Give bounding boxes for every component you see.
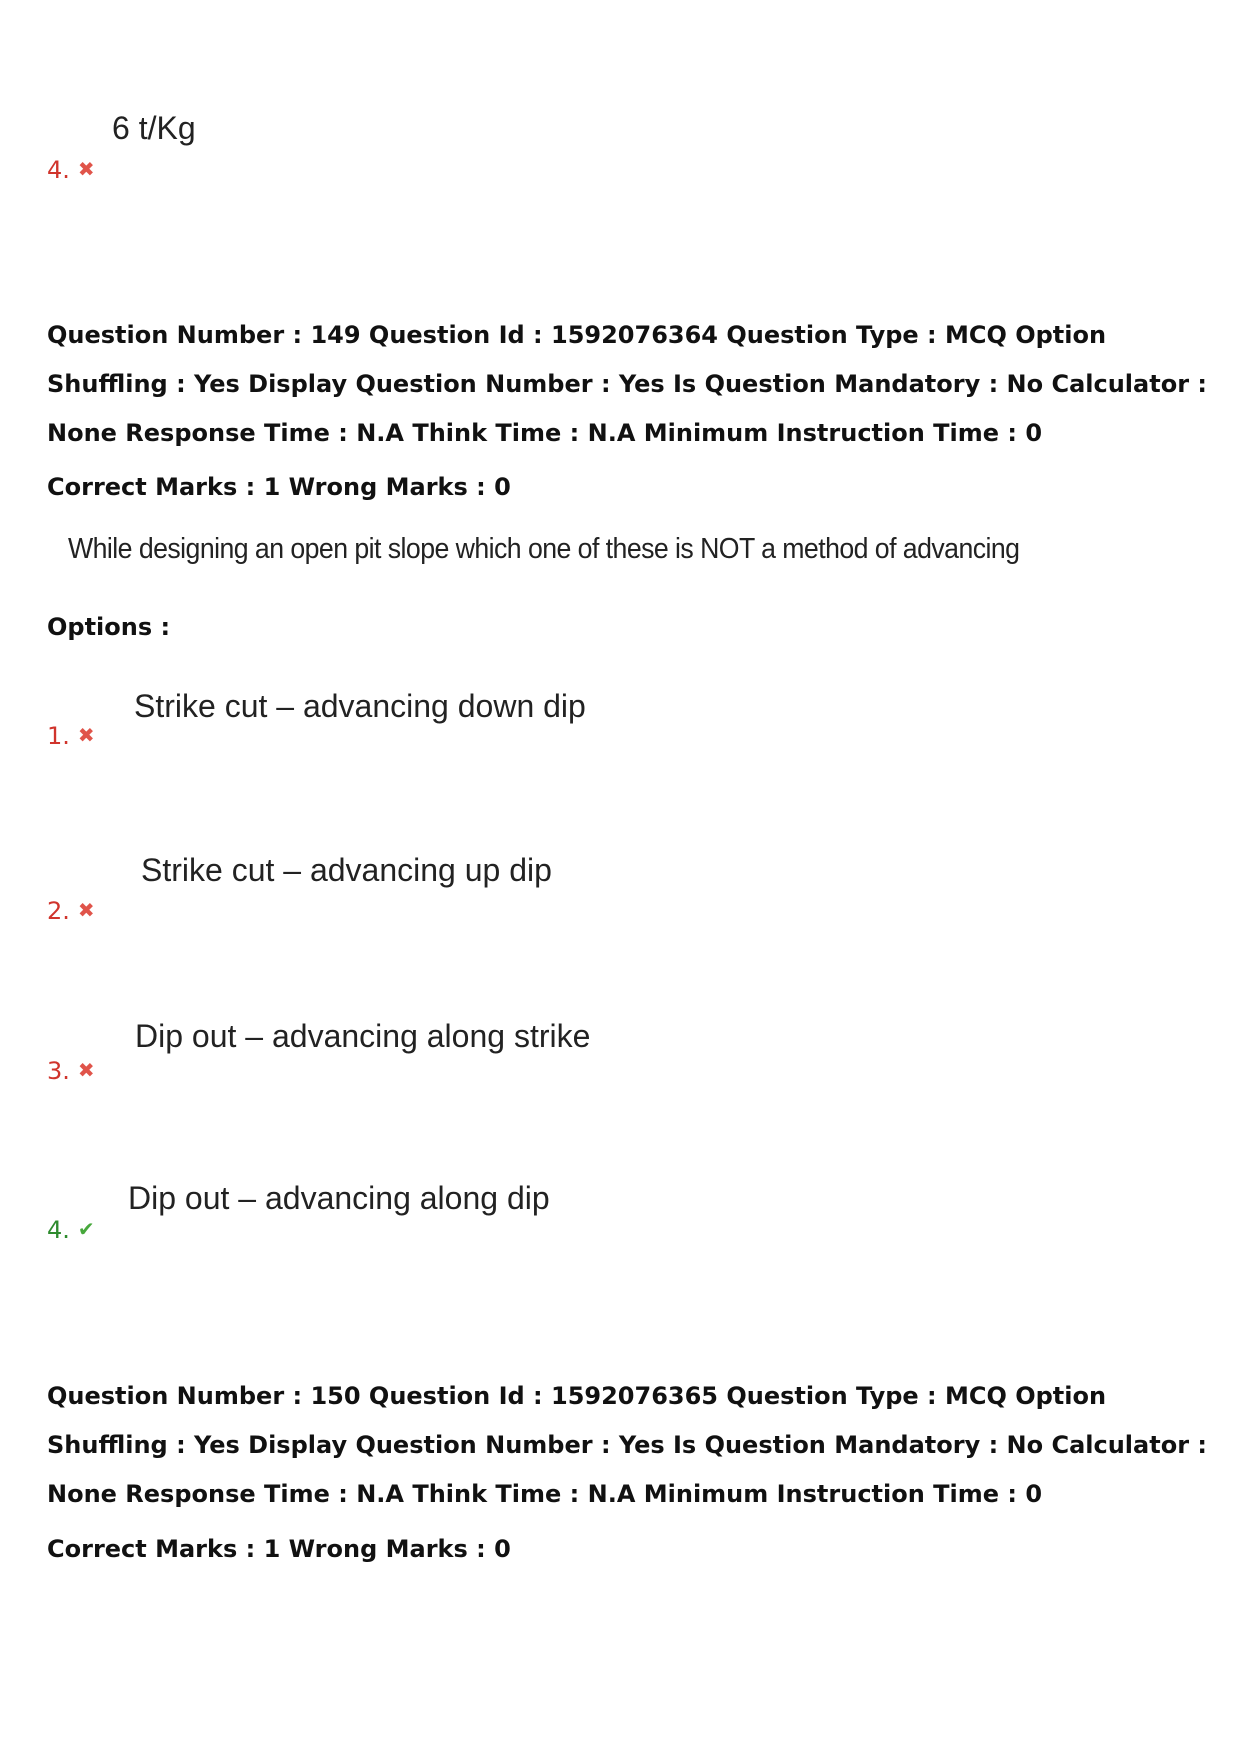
wrong-mark-icon: ✖ bbox=[77, 1058, 95, 1082]
q150-meta: Question Number : 150 Question Id : 1592076365 Question Type : MCQ Option Shuffling : Yes Display Question Number : Yes Is Question Mandatory : No Calculator : None Response Time : N.A Think Time : N.A Minimum Instruction Time : 0 bbox=[47, 1382, 1207, 1508]
q149-marks: Correct Marks : 1 Wrong Marks : 0 bbox=[47, 473, 511, 501]
q149-option-1-text: Strike cut – advancing down dip bbox=[134, 688, 586, 724]
q149-question-text: While designing an open pit slope which one of these is NOT a method of advancing bbox=[68, 533, 1020, 565]
q149-option-3-number bbox=[47, 1059, 95, 1083]
q149-options-label: Options : bbox=[47, 613, 171, 641]
wrong-mark-icon: ✖ bbox=[77, 723, 95, 747]
q149-option-3-text: Dip out – advancing along strike bbox=[135, 1018, 591, 1054]
wrong-mark-icon: ✖ bbox=[77, 157, 95, 181]
q149-option-2-text: Strike cut – advancing up dip bbox=[141, 852, 552, 888]
q149-option-4-number bbox=[47, 1218, 95, 1242]
q149-meta: Question Number : 149 Question Id : 1592076364 Question Type : MCQ Option Shuffling : Yes Display Question Number : Yes Is Question Mandatory : No Calculator : None Response Time : N.A Think Time : N.A Minimum Instruction Time : 0 bbox=[47, 321, 1207, 447]
prev-option-4-label: 4. bbox=[47, 156, 70, 184]
prev-option-4-number bbox=[47, 158, 95, 182]
check-mark-icon: ✔ bbox=[77, 1217, 95, 1241]
q149-option-2-label: 2. bbox=[47, 897, 70, 925]
q149-option-3-label: 3. bbox=[47, 1057, 70, 1085]
wrong-mark-icon: ✖ bbox=[77, 898, 95, 922]
q149-option-4-label: 4. bbox=[47, 1216, 70, 1244]
q149-option-2-number bbox=[47, 899, 95, 923]
q149-option-1-label: 1. bbox=[47, 722, 70, 750]
q150-marks: Correct Marks : 1 Wrong Marks : 0 bbox=[47, 1535, 511, 1563]
q149-option-1-number bbox=[47, 724, 95, 748]
prev-option-4-text: 6 t/Kg bbox=[112, 110, 196, 146]
q149-option-4-text: Dip out – advancing along dip bbox=[128, 1180, 550, 1216]
